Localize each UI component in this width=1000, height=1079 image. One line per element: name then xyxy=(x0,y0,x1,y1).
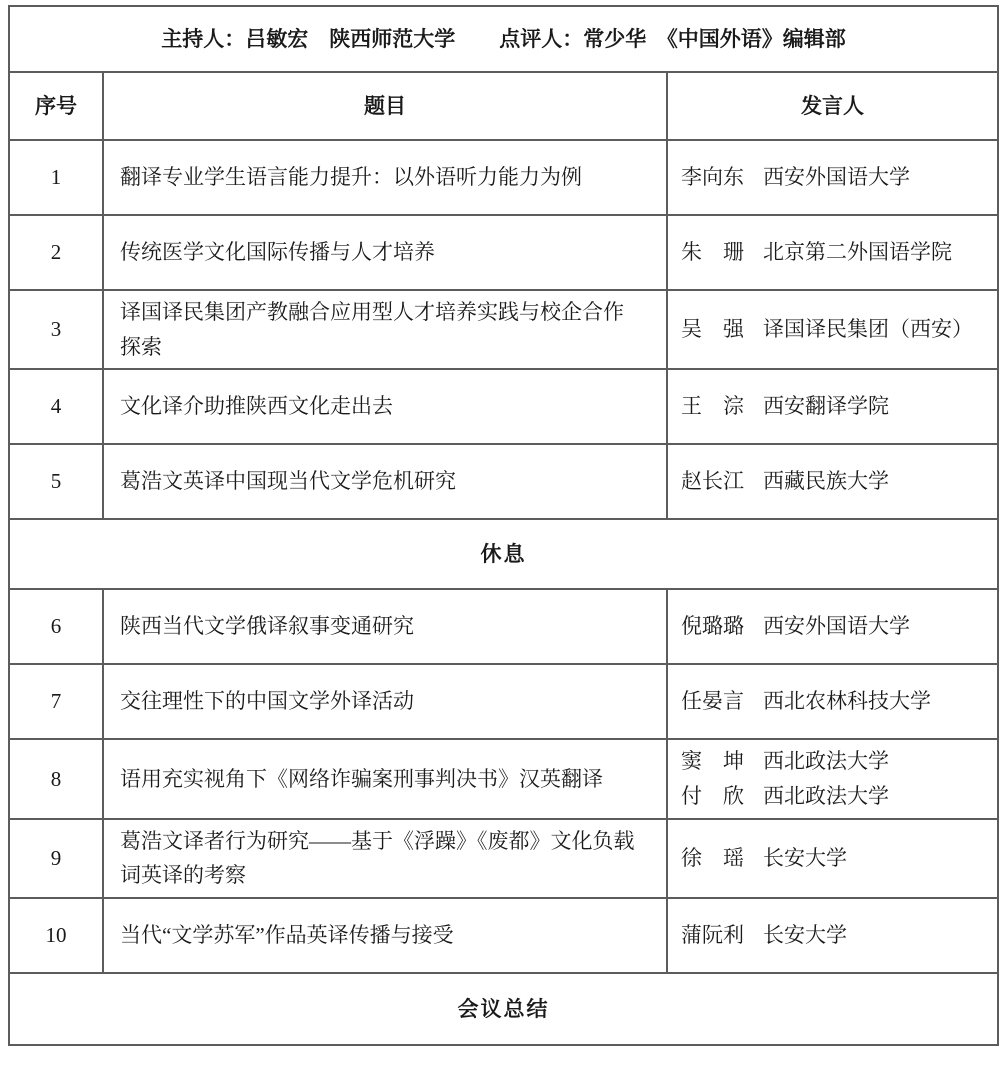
speaker-cell xyxy=(667,140,998,215)
table-row xyxy=(9,444,998,519)
column-header-row xyxy=(9,72,998,140)
speaker-name: 倪璐璐 xyxy=(681,614,744,639)
speaker-name: 李向东 xyxy=(681,165,744,190)
column-header-title: 题目 xyxy=(103,72,667,140)
row-number: 1 xyxy=(9,140,103,215)
speaker-org: 译国译民集团（西安） xyxy=(763,317,973,342)
table-row xyxy=(9,898,998,973)
speaker-line xyxy=(681,235,991,270)
speaker-name: 蒲阮利 xyxy=(681,923,744,948)
paper-title: 当代“文学苏军”作品英译传播与接受 xyxy=(103,898,667,973)
paper-title: 语用充实视角下《网络诈骗案刑事判决书》汉英翻译 xyxy=(103,739,667,818)
paper-title: 翻译专业学生语言能力提升：以外语听力能力为例 xyxy=(103,140,667,215)
section-label: 会议总结 xyxy=(9,973,998,1045)
speaker-name: 王 淙 xyxy=(681,394,744,419)
table-row xyxy=(9,739,998,818)
paper-title: 传统医学文化国际传播与人才培养 xyxy=(103,215,667,290)
section-row-break xyxy=(9,519,998,589)
speaker-org: 西安翻译学院 xyxy=(763,394,889,419)
speaker-line xyxy=(681,779,991,814)
speaker-line xyxy=(681,609,991,644)
reviewer-info: 点评人：常少华 《中国外语》编辑部 xyxy=(499,26,846,51)
row-number: 7 xyxy=(9,664,103,739)
session-header-cell xyxy=(9,6,998,72)
row-number: 4 xyxy=(9,369,103,444)
speaker-cell xyxy=(667,664,998,739)
speaker-line xyxy=(681,744,991,779)
table-row xyxy=(9,589,998,664)
table-row xyxy=(9,140,998,215)
speaker-line xyxy=(681,464,991,499)
paper-title: 交往理性下的中国文学外译活动 xyxy=(103,664,667,739)
table-row xyxy=(9,819,998,898)
paper-title: 葛浩文英译中国现当代文学危机研究 xyxy=(103,444,667,519)
speaker-line xyxy=(681,841,991,876)
column-header-no: 序号 xyxy=(9,72,103,140)
session-header-row xyxy=(9,6,998,72)
table-row xyxy=(9,369,998,444)
table-row xyxy=(9,290,998,369)
speaker-line xyxy=(681,389,991,424)
paper-title: 文化译介助推陕西文化走出去 xyxy=(103,369,667,444)
row-number: 9 xyxy=(9,819,103,898)
speaker-name: 赵长江 xyxy=(681,469,744,494)
section-label: 休息 xyxy=(9,519,998,589)
row-number: 8 xyxy=(9,739,103,818)
speaker-cell xyxy=(667,290,998,369)
speaker-org: 西北政法大学 xyxy=(763,783,889,808)
table-row xyxy=(9,215,998,290)
speaker-org: 西安外国语大学 xyxy=(763,165,910,190)
speaker-cell xyxy=(667,898,998,973)
speaker-name: 窦 坤 xyxy=(681,749,744,774)
speaker-name: 吴 强 xyxy=(681,317,744,342)
speaker-line xyxy=(681,160,991,195)
speaker-org: 西安外国语大学 xyxy=(763,614,910,639)
speaker-line xyxy=(681,684,991,719)
paper-title: 译国译民集团产教融合应用型人才培养实践与校企合作探索 xyxy=(103,290,667,369)
speaker-org: 长安大学 xyxy=(763,845,847,870)
speaker-cell xyxy=(667,369,998,444)
table-row xyxy=(9,664,998,739)
speaker-cell xyxy=(667,739,998,818)
speaker-cell xyxy=(667,589,998,664)
row-number: 10 xyxy=(9,898,103,973)
speaker-name: 任晏言 xyxy=(681,689,744,714)
speaker-org: 西藏民族大学 xyxy=(763,469,889,494)
section-row-summary xyxy=(9,973,998,1045)
speaker-name: 徐 瑶 xyxy=(681,845,744,870)
speaker-name: 朱 珊 xyxy=(681,240,744,265)
speaker-org: 长安大学 xyxy=(763,923,847,948)
speaker-line xyxy=(681,918,991,953)
speaker-name: 付 欣 xyxy=(681,783,744,808)
paper-title: 陕西当代文学俄译叙事变通研究 xyxy=(103,589,667,664)
row-number: 5 xyxy=(9,444,103,519)
paper-title: 葛浩文译者行为研究——基于《浮躁》《废都》文化负载词英译的考察 xyxy=(103,819,667,898)
speaker-cell xyxy=(667,444,998,519)
speaker-org: 北京第二外国语学院 xyxy=(763,240,952,265)
speaker-org: 西北农林科技大学 xyxy=(763,689,931,714)
conference-session-table xyxy=(8,5,999,1046)
speaker-cell xyxy=(667,215,998,290)
speaker-line xyxy=(681,312,991,347)
row-number: 3 xyxy=(9,290,103,369)
speaker-org: 西北政法大学 xyxy=(763,749,889,774)
host-info: 主持人：吕敏宏 陕西师范大学 xyxy=(161,26,456,51)
speaker-cell xyxy=(667,819,998,898)
column-header-speaker: 发言人 xyxy=(667,72,998,140)
row-number: 2 xyxy=(9,215,103,290)
row-number: 6 xyxy=(9,589,103,664)
